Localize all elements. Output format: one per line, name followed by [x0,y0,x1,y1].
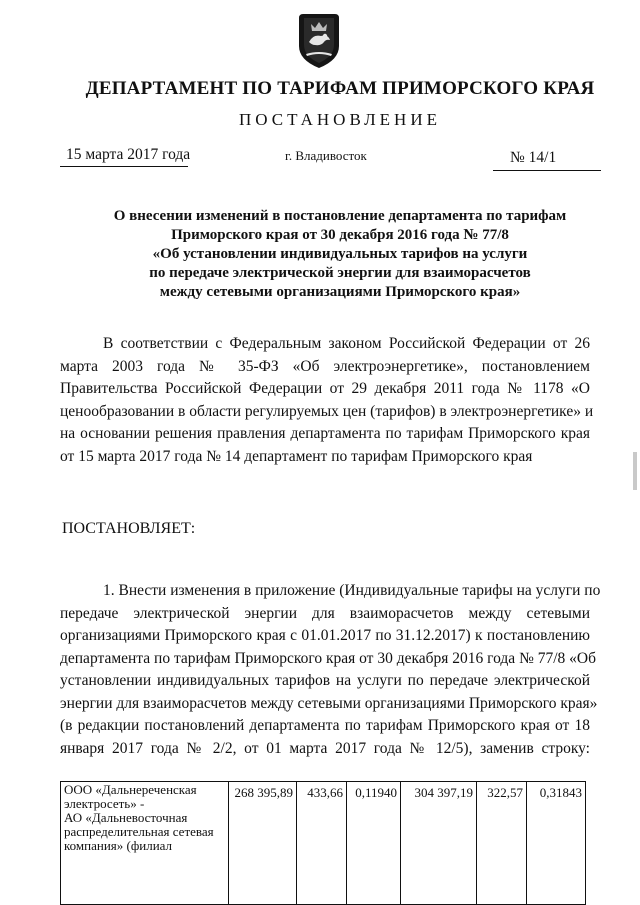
clause-line: установлении индивидуальных тарифов на услуги по передаче электрической [60,672,590,689]
decree-heading: ПОСТАНОВЛЯЕТ: [62,520,196,537]
organization-line: электросеть» - [64,796,145,811]
coat-of-arms-icon [295,12,343,70]
document-title [80,207,600,302]
document-date: 15 марта 2017 года [66,146,191,163]
table-cell-value: 268 395,89 [229,782,297,905]
table-cell-value: 304 397,19 [401,782,477,905]
document-city: г. Владивосток [285,148,367,163]
document-type: ПОСТАНОВЛЕНИЕ [238,110,441,129]
clause-line: 1. Внести изменения в приложение (Индивидуальные тарифы на услуги по [103,582,601,599]
table-cell-value: 433,66 [297,782,347,905]
title-line: между сетевыми организациями Приморского края» [159,284,521,300]
table-row [61,782,586,905]
table-cell-value: 0,31843 [527,782,586,905]
date-underline [60,166,188,167]
preamble-paragraph [60,333,594,468]
preamble-line: от 15 марта 2017 года № 14 департамент по тарифам Приморского края [60,447,533,465]
preamble-line: марта 2003 года № 35-ФЗ «Об электроэнергетике», постановлением [60,357,590,375]
table-cell-value: 0,11940 [347,782,401,905]
preamble-line: В соответствии с Федеральным законом Российской Федерации от 26 [103,335,590,352]
clause-line: энергии для взаиморасчетов между сетевыми организациями Приморского края» [60,694,598,712]
preamble-line: Правительства Российской Федерации от 29 декабря 2011 года № 1178 «О [60,380,590,397]
table-cell-organization [61,782,229,905]
title-line: Приморского края от 30 декабря 2016 года № 77/8 [171,227,509,243]
clause-line: января 2017 года № 2/2, от 01 марта 2017 года № 12/5), заменив строку: [60,739,590,757]
organization-line: ООО «Дальнереченская [64,782,197,797]
title-line: О внесении изменений в постановление департамента по тарифам [113,208,567,224]
title-line: по передаче электрической энергии для взаиморасчетов [149,265,531,281]
table-cell-value: 322,57 [477,782,527,905]
tariff-table [60,781,586,905]
number-underline [493,170,601,171]
title-line: «Об установлении индивидуальных тарифов на услуги [152,246,528,262]
organization-line: компания» (филиал [64,838,173,853]
clause-1-paragraph [60,580,601,760]
department-name: ДЕПАРТАМЕНТ ПО ТАРИФАМ ПРИМОРСКОГО КРАЯ [85,78,595,99]
clause-line: организациями Приморского края с 01.01.2017 по 31.12.2017) к постановлению [60,627,590,644]
clause-line: (в редакции постановлений департамента по тарифам Приморского края от 18 [60,717,590,734]
organization-line: АО «Дальневосточная [64,810,188,825]
preamble-line: ценообразовании в области регулируемых цен (тарифов) в электроэнергетике» и [60,402,594,420]
clause-line: передаче электрической энергии для взаиморасчетов между сетевыми [60,604,590,622]
scan-margin-mark [633,452,637,490]
clause-line: департамента по тарифам Приморского края от 30 декабря 2016 года № 77/8 «Об [60,649,596,667]
preamble-line: на основании решения правления департамента по тарифам Приморского края [60,425,590,442]
organization-line: распределительная сетевая [64,824,214,839]
document-number: № 14/1 [510,149,557,166]
